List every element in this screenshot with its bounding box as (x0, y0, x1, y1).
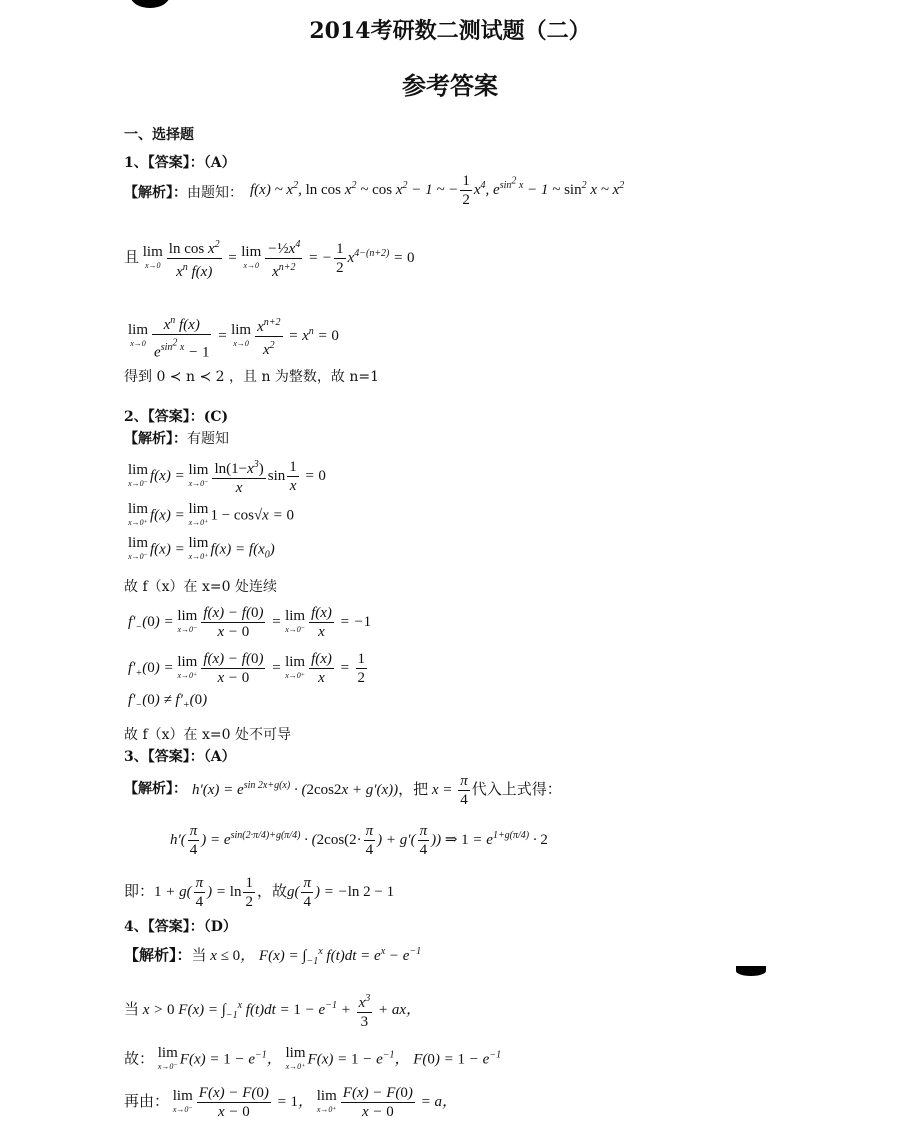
q4-derivative-limits: 再由： lim x→0⁻ $\frac{F(x) - F(0)}{x - 0}$ = 1， lim x→0⁺ $\frac{F(x) - F(0)}{x - 0}$ = a， (124, 1085, 457, 1120)
q4-gu: 故： (124, 1051, 155, 1068)
q2-answer: 2、【答案】：(C) (124, 409, 229, 425)
q1-answer: 1、【答案】：（A） (124, 155, 236, 171)
q2-analysis-text: 有题知 (187, 431, 229, 447)
margin-blot (736, 966, 766, 976)
q3-mid-text: ，把 (398, 781, 429, 798)
q4-when2: 当 (124, 1001, 140, 1018)
q3-result: 即：1 + g( $\frac{\pi}{4}$ ) = ln $\frac{1}{2}$ ，故g( $\frac{\pi}{4}$ ) = −ln 2 − 1 (124, 875, 395, 910)
q4-zai: 再由： (124, 1093, 170, 1110)
q1-limit-formula-1: 且 lim x→0 $\frac{\ln \cos x^2}{x^n f(x)}$ = lim x→0 $\frac{-\frac{1}{2}x^4}{x^{n+2}}$ = − $\frac{1}{2}$ $x^{4-(n+2)} = 0$ (124, 236, 415, 281)
q3-derivative-formula: $h'(x) = e^{sin 2x+g(x)} \cdot (2\cos 2x + g'(x))$，把 x = $\frac{\pi}{4}$ 代入上式得： (192, 773, 562, 808)
q2-right-limit: lim x→0⁺ f(x) = lim x→0⁺ 1 − cos√x = 0 (128, 501, 294, 527)
corner-blot (130, 0, 170, 8)
q4-limits: 故： lim x→0⁻ $F(x) = 1 - e^{-1}$， lim x→0⁺ $F(x) = 1 - e^{-1}$， $F(0) = 1 - e^{-1}$ (124, 1045, 502, 1071)
q3-gu: ，故 (256, 883, 287, 900)
q4-case2: 当 x > 0 $F(x) = \int_{-1}^x$ $f(t)dt = 1 - e^{-1}$ + $\frac{x^3}{3}$ + ax， (124, 990, 421, 1031)
q1-equivalence-formula: f(x) ~ $x^2$, $\ln \cos x^2$ ~ $\cos x^2 - 1$ ~ − $\frac{1}{2}$ $x^4$, $e^{sin^2 x} - 1$ ~ $\sin^2 x$ ~ $x^2$ (250, 173, 625, 208)
q3-substitution: h′( $\frac{\pi}{4}$ ) = $e^{sin(2\cdot\pi/4)+g(\pi/4)} \cdot (2\cos(2\cdot$ $\frac{\pi}{4}$ ) + g′( $\frac{\pi}{4}$ )) ⇒ $1 = e^{1+g(\pi/4)} \cdot 2$ (170, 823, 548, 858)
q1-analysis-label: 【解析】： (124, 185, 187, 201)
q2-limit-equal: lim x→0⁻ f(x) = lim x→0⁺ $f(x) = f(x_0)$ (128, 535, 275, 561)
q2-analysis (124, 428, 229, 448)
q4-when1: 当 (191, 948, 207, 964)
q4-case1: 【解析】：当 x ≤ 0， $F(x) = \int_{-1}^x$ $f(t)dt = e^x - e^{-1}$ (124, 946, 422, 967)
q1-limit-formula-2: lim x→0 $\frac{x^n f(x)}{e^{sin^2 x} - 1}$ = lim x→0 $\frac{x^{n+2}}{x^2}$ = $x^n = 0$ (128, 312, 339, 361)
q2-right-derivative: $f'_+(0) = \lim$ x→0⁺ $\frac{f(x) - f(0)}{x - 0}$ = lim x→0⁺ $\frac{f(x)}{x}$ = $\frac{1}{2}$ (128, 651, 366, 686)
q2-continuity: 故 f（x）在 x=0 处连续 (124, 579, 277, 595)
section-heading: 一、选择题 (124, 127, 194, 143)
q4-jiexi: 【解析】： (124, 948, 192, 964)
q1-conclusion: 得到 0 ≺ n ≺ 2 ，且 n 为整数，故 n=1 (124, 369, 380, 385)
doc-title: 2014考研数二测试题（二） (309, 18, 591, 44)
q4-answer: 4、【答案】：（D） (124, 919, 237, 935)
q2-left-limit: lim x→0⁻ f(x) = lim x→0⁻ $\frac{\ln(1-x^3)}{x}$ sin $\frac{1}{x}$ = 0 (128, 456, 326, 497)
q3-ji: 即： (124, 883, 155, 900)
q3-answer: 3、【答案】：（A） (124, 749, 236, 765)
q2-derivative-ne: $f'_-(0) \ne f'_+(0)$ (128, 692, 208, 711)
q3-analysis-label (124, 778, 187, 798)
q3-sub-text: 代入上式得： (471, 781, 562, 798)
doc-subtitle: 参考答案 (402, 71, 498, 100)
q2-nondiff: 故 f（x）在 x=0 处不可导 (124, 727, 291, 743)
q1-analysis-text: 由题知： (187, 185, 243, 201)
q3-jiexi: 【解析】： (124, 781, 187, 797)
q1-analysis (124, 182, 243, 202)
q2-left-derivative: $f'_-(0) = \lim$ x→0⁻ $\frac{f(x) - f(0)}{x - 0}$ = lim x→0⁻ $\frac{f(x)}{x}$ = −1 (128, 605, 372, 640)
q2-analysis-label: 【解析】： (124, 431, 187, 447)
